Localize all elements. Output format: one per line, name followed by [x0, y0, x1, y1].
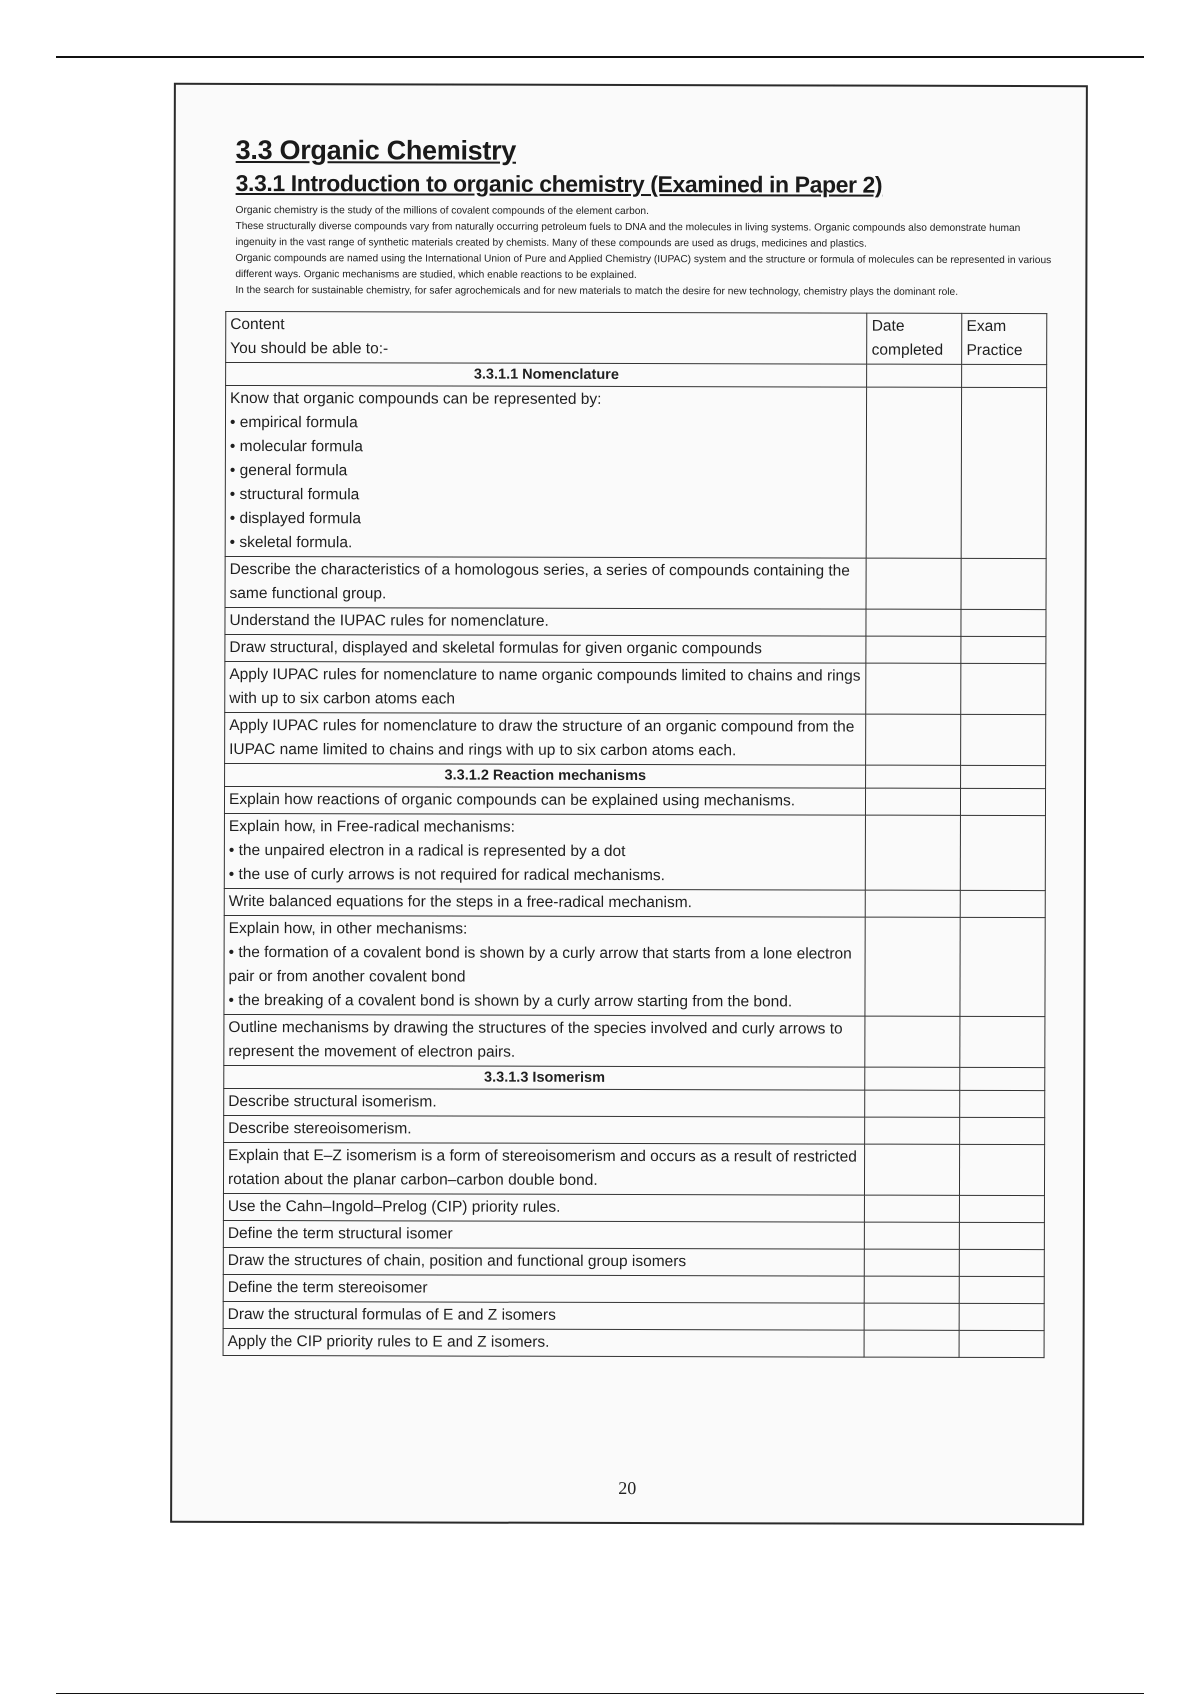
content-cell	[225, 607, 867, 636]
content-bullet: • displayed formula	[229, 509, 361, 528]
date-completed-cell[interactable]	[866, 890, 961, 917]
exam-practice-cell[interactable]	[961, 387, 1046, 558]
exam-practice-cell[interactable]	[960, 1067, 1045, 1090]
table-row	[224, 786, 1045, 815]
content-cell	[223, 1301, 865, 1330]
date-completed-cell[interactable]	[865, 1249, 960, 1276]
content-bullet: • molecular formula	[229, 437, 363, 456]
content-text: Know that organic compounds can be represented by:	[230, 389, 602, 408]
content-cell	[224, 1088, 866, 1117]
content-bullet: • structural formula	[229, 485, 360, 504]
date-completed-cell[interactable]	[865, 1117, 960, 1144]
table-row	[225, 607, 1046, 636]
content-cell	[224, 813, 866, 890]
page-number: 20	[618, 1477, 637, 1499]
content-text: Describe the characteristics of a homologous series, a series of compounds containing the same functional group.	[229, 560, 850, 603]
content-text: Use the Cahn–Ingold–Prelog (CIP) priority rules.	[227, 1197, 561, 1216]
intro-paragraph: Organic chemistry is the study of the millions of covalent compounds of the element carbon.	[235, 204, 649, 218]
page-content	[227, 134, 1060, 1358]
date-completed-cell[interactable]	[865, 1144, 960, 1195]
date-completed-cell[interactable]	[865, 1330, 960, 1357]
content-text: Define the term structural isomer	[227, 1224, 453, 1243]
content-text: Explain how reactions of organic compounds can be explained using mechanisms.	[228, 790, 796, 810]
header-exam-line2: Practice	[966, 341, 1023, 360]
exam-practice-cell[interactable]	[960, 1016, 1045, 1067]
date-completed-cell[interactable]	[865, 1276, 960, 1303]
exam-practice-cell[interactable]	[959, 1330, 1044, 1357]
exam-practice-cell[interactable]	[961, 765, 1046, 788]
date-completed-cell[interactable]	[866, 636, 961, 663]
intro-paragraph: In the search for sustainable chemistry, for safer agrochemicals and for new materials to match the desire for new technology, chemistry plays the dominant role.	[235, 284, 959, 298]
exam-practice-cell[interactable]	[960, 917, 1045, 1016]
header-content	[226, 311, 868, 364]
table-row	[225, 385, 1046, 558]
content-text: Outline mechanisms by drawing the structures of the species involved and curly arrows to represent the movement of electron pairs.	[228, 1018, 843, 1061]
table-row	[223, 1301, 1044, 1330]
table-row	[223, 1220, 1044, 1249]
exam-practice-cell[interactable]	[962, 364, 1047, 387]
specification-table	[223, 311, 1048, 1358]
header-date-line1: Date	[871, 317, 905, 335]
content-cell	[224, 786, 866, 815]
exam-practice-cell[interactable]	[961, 636, 1046, 663]
content-bullet: • general formula	[229, 461, 348, 480]
header-date-line2: completed	[871, 341, 944, 359]
header-date	[867, 313, 962, 364]
content-cell	[225, 556, 867, 609]
table-row	[224, 915, 1045, 1016]
exam-practice-cell[interactable]	[960, 1144, 1045, 1195]
table-row	[223, 1193, 1044, 1222]
date-completed-cell[interactable]	[865, 1090, 960, 1117]
content-bullet: • empirical formula	[229, 413, 358, 432]
table-header-row	[226, 311, 1047, 364]
date-completed-cell[interactable]	[866, 714, 961, 765]
table-row	[223, 1247, 1044, 1276]
table-row	[224, 1088, 1045, 1117]
content-bullet: • the use of curly arrows is not required for radical mechanisms.	[228, 865, 666, 885]
scanned-page	[170, 83, 1088, 1525]
section-title: 3.3.1.3 Isomerism	[224, 1065, 866, 1090]
date-completed-cell[interactable]	[866, 558, 961, 609]
content-cell	[223, 1328, 865, 1357]
content-cell	[224, 1115, 866, 1144]
section-title: 3.3.1.1 Nomenclature	[226, 362, 868, 387]
content-cell	[225, 712, 867, 765]
content-cell	[223, 1142, 865, 1195]
content-bullet: • the breaking of a covalent bond is shown by a curly arrow starting from the bond.	[228, 991, 793, 1011]
exam-practice-cell[interactable]	[960, 890, 1045, 917]
header-content-line2: You should be able to:-	[230, 339, 389, 358]
section-row	[224, 1065, 1045, 1090]
content-text: Apply IUPAC rules for nomenclature to draw the structure of an organic compound from the IUPAC name limited to chains and rings with up to six carbon atoms each.	[229, 716, 855, 760]
top-rule	[56, 56, 1144, 58]
exam-practice-cell[interactable]	[961, 609, 1046, 636]
content-cell	[224, 888, 866, 917]
exam-practice-cell[interactable]	[961, 663, 1046, 714]
table-row	[224, 813, 1045, 890]
content-text: Apply IUPAC rules for nomenclature to name organic compounds limited to chains and rings with up to six carbon atoms each	[229, 665, 861, 708]
table-row	[224, 1115, 1045, 1144]
content-cell	[225, 661, 867, 714]
intro-paragraph: Organic compounds are named using the International Union of Pure and Applied Chemistry (IUPAC) system and the structure or formula of molecules can be represented in various different ways. Organic mechanisms are studied, which enable reactions to be explained.	[235, 252, 1052, 282]
content-text: Draw the structural formulas of E and Z isomers	[227, 1305, 556, 1324]
date-completed-cell[interactable]	[865, 1016, 960, 1067]
table-row	[223, 1142, 1044, 1195]
header-exam-line1: Exam	[966, 317, 1007, 335]
date-completed-cell[interactable]	[865, 1303, 960, 1330]
date-completed-cell[interactable]	[867, 364, 962, 387]
date-completed-cell[interactable]	[866, 663, 961, 714]
exam-practice-cell[interactable]	[960, 1249, 1045, 1276]
content-text: Describe structural isomerism.	[228, 1092, 437, 1111]
table-row	[225, 634, 1046, 663]
content-text: Explain how, in other mechanisms:	[228, 919, 468, 938]
content-cell	[224, 915, 866, 1016]
exam-practice-cell[interactable]	[961, 558, 1046, 609]
content-text: Write balanced equations for the steps in a free-radical mechanism.	[228, 892, 692, 912]
date-completed-cell[interactable]	[866, 765, 961, 788]
date-completed-cell[interactable]	[865, 917, 960, 1016]
content-text: Explain that E–Z isomerism is a form of stereoisomerism and occurs as a result of restricted rotation about the planar carbon–carbon double bond.	[227, 1146, 857, 1189]
exam-practice-cell[interactable]	[960, 1117, 1045, 1144]
content-cell	[225, 634, 867, 663]
bottom-rule	[56, 1693, 1144, 1694]
exam-practice-cell[interactable]	[960, 1222, 1045, 1249]
table-row	[225, 556, 1046, 609]
content-text: Explain how, in Free-radical mechanisms:	[228, 817, 515, 836]
content-bullet: • skeletal formula.	[229, 533, 353, 552]
content-text: Draw the structures of chain, position and functional group isomers	[227, 1251, 687, 1271]
table-row	[225, 712, 1046, 765]
section-title: 3.3.1.2 Reaction mechanisms	[225, 763, 867, 788]
exam-practice-cell[interactable]	[960, 1195, 1045, 1222]
content-cell	[225, 385, 867, 558]
page-subtitle: 3.3.1 Introduction to organic chemistry (Examined in Paper 2)	[235, 169, 883, 198]
intro-paragraph: These structurally diverse compounds vary from naturally occurring petroleum fuels to DNA and the molecules in living systems. Organic compounds also demonstrate human ingenuity in the vast range of synthetic materials created by chemists. Many of these compounds are used as drugs, medicines and plastics.	[235, 220, 1021, 250]
content-bullet: • the unpaired electron in a radical is represented by a dot	[228, 841, 626, 860]
exam-practice-cell[interactable]	[959, 1303, 1044, 1330]
section-row	[226, 362, 1047, 387]
table-row	[225, 661, 1046, 714]
date-completed-cell[interactable]	[865, 1222, 960, 1249]
section-row	[225, 763, 1046, 788]
date-completed-cell[interactable]	[867, 387, 962, 558]
date-completed-cell[interactable]	[866, 609, 961, 636]
content-cell	[223, 1274, 865, 1303]
page-title: 3.3 Organic Chemistry	[235, 134, 517, 166]
header-content-line1: Content	[230, 315, 285, 334]
content-cell	[223, 1247, 865, 1276]
exam-practice-cell[interactable]	[960, 1090, 1045, 1117]
date-completed-cell[interactable]	[866, 788, 961, 815]
content-cell	[224, 1014, 866, 1067]
content-text: Define the term stereoisomer	[227, 1278, 428, 1297]
table-row	[223, 1274, 1044, 1303]
content-text: Describe stereoisomerism.	[228, 1119, 412, 1138]
date-completed-cell[interactable]	[866, 815, 961, 890]
content-cell	[223, 1193, 865, 1222]
table-row	[224, 1014, 1045, 1067]
content-bullet: • the formation of a covalent bond is shown by a curly arrow that starts from a lone electron pair or from another covalent bond	[228, 943, 852, 986]
content-cell	[223, 1220, 865, 1249]
header-exam	[962, 313, 1047, 364]
exam-practice-cell[interactable]	[961, 714, 1046, 765]
content-text: Apply the CIP priority rules to E and Z isomers.	[227, 1332, 550, 1351]
content-text: Draw structural, displayed and skeletal formulas for given organic compounds	[229, 638, 762, 658]
table-row	[224, 888, 1045, 917]
table-row	[223, 1328, 1044, 1357]
intro-text	[235, 203, 1059, 301]
date-completed-cell[interactable]	[865, 1195, 960, 1222]
date-completed-cell[interactable]	[865, 1067, 960, 1090]
exam-practice-cell[interactable]	[961, 815, 1046, 890]
content-text: Understand the IUPAC rules for nomenclature.	[229, 611, 549, 630]
exam-practice-cell[interactable]	[959, 1276, 1044, 1303]
exam-practice-cell[interactable]	[961, 788, 1046, 815]
